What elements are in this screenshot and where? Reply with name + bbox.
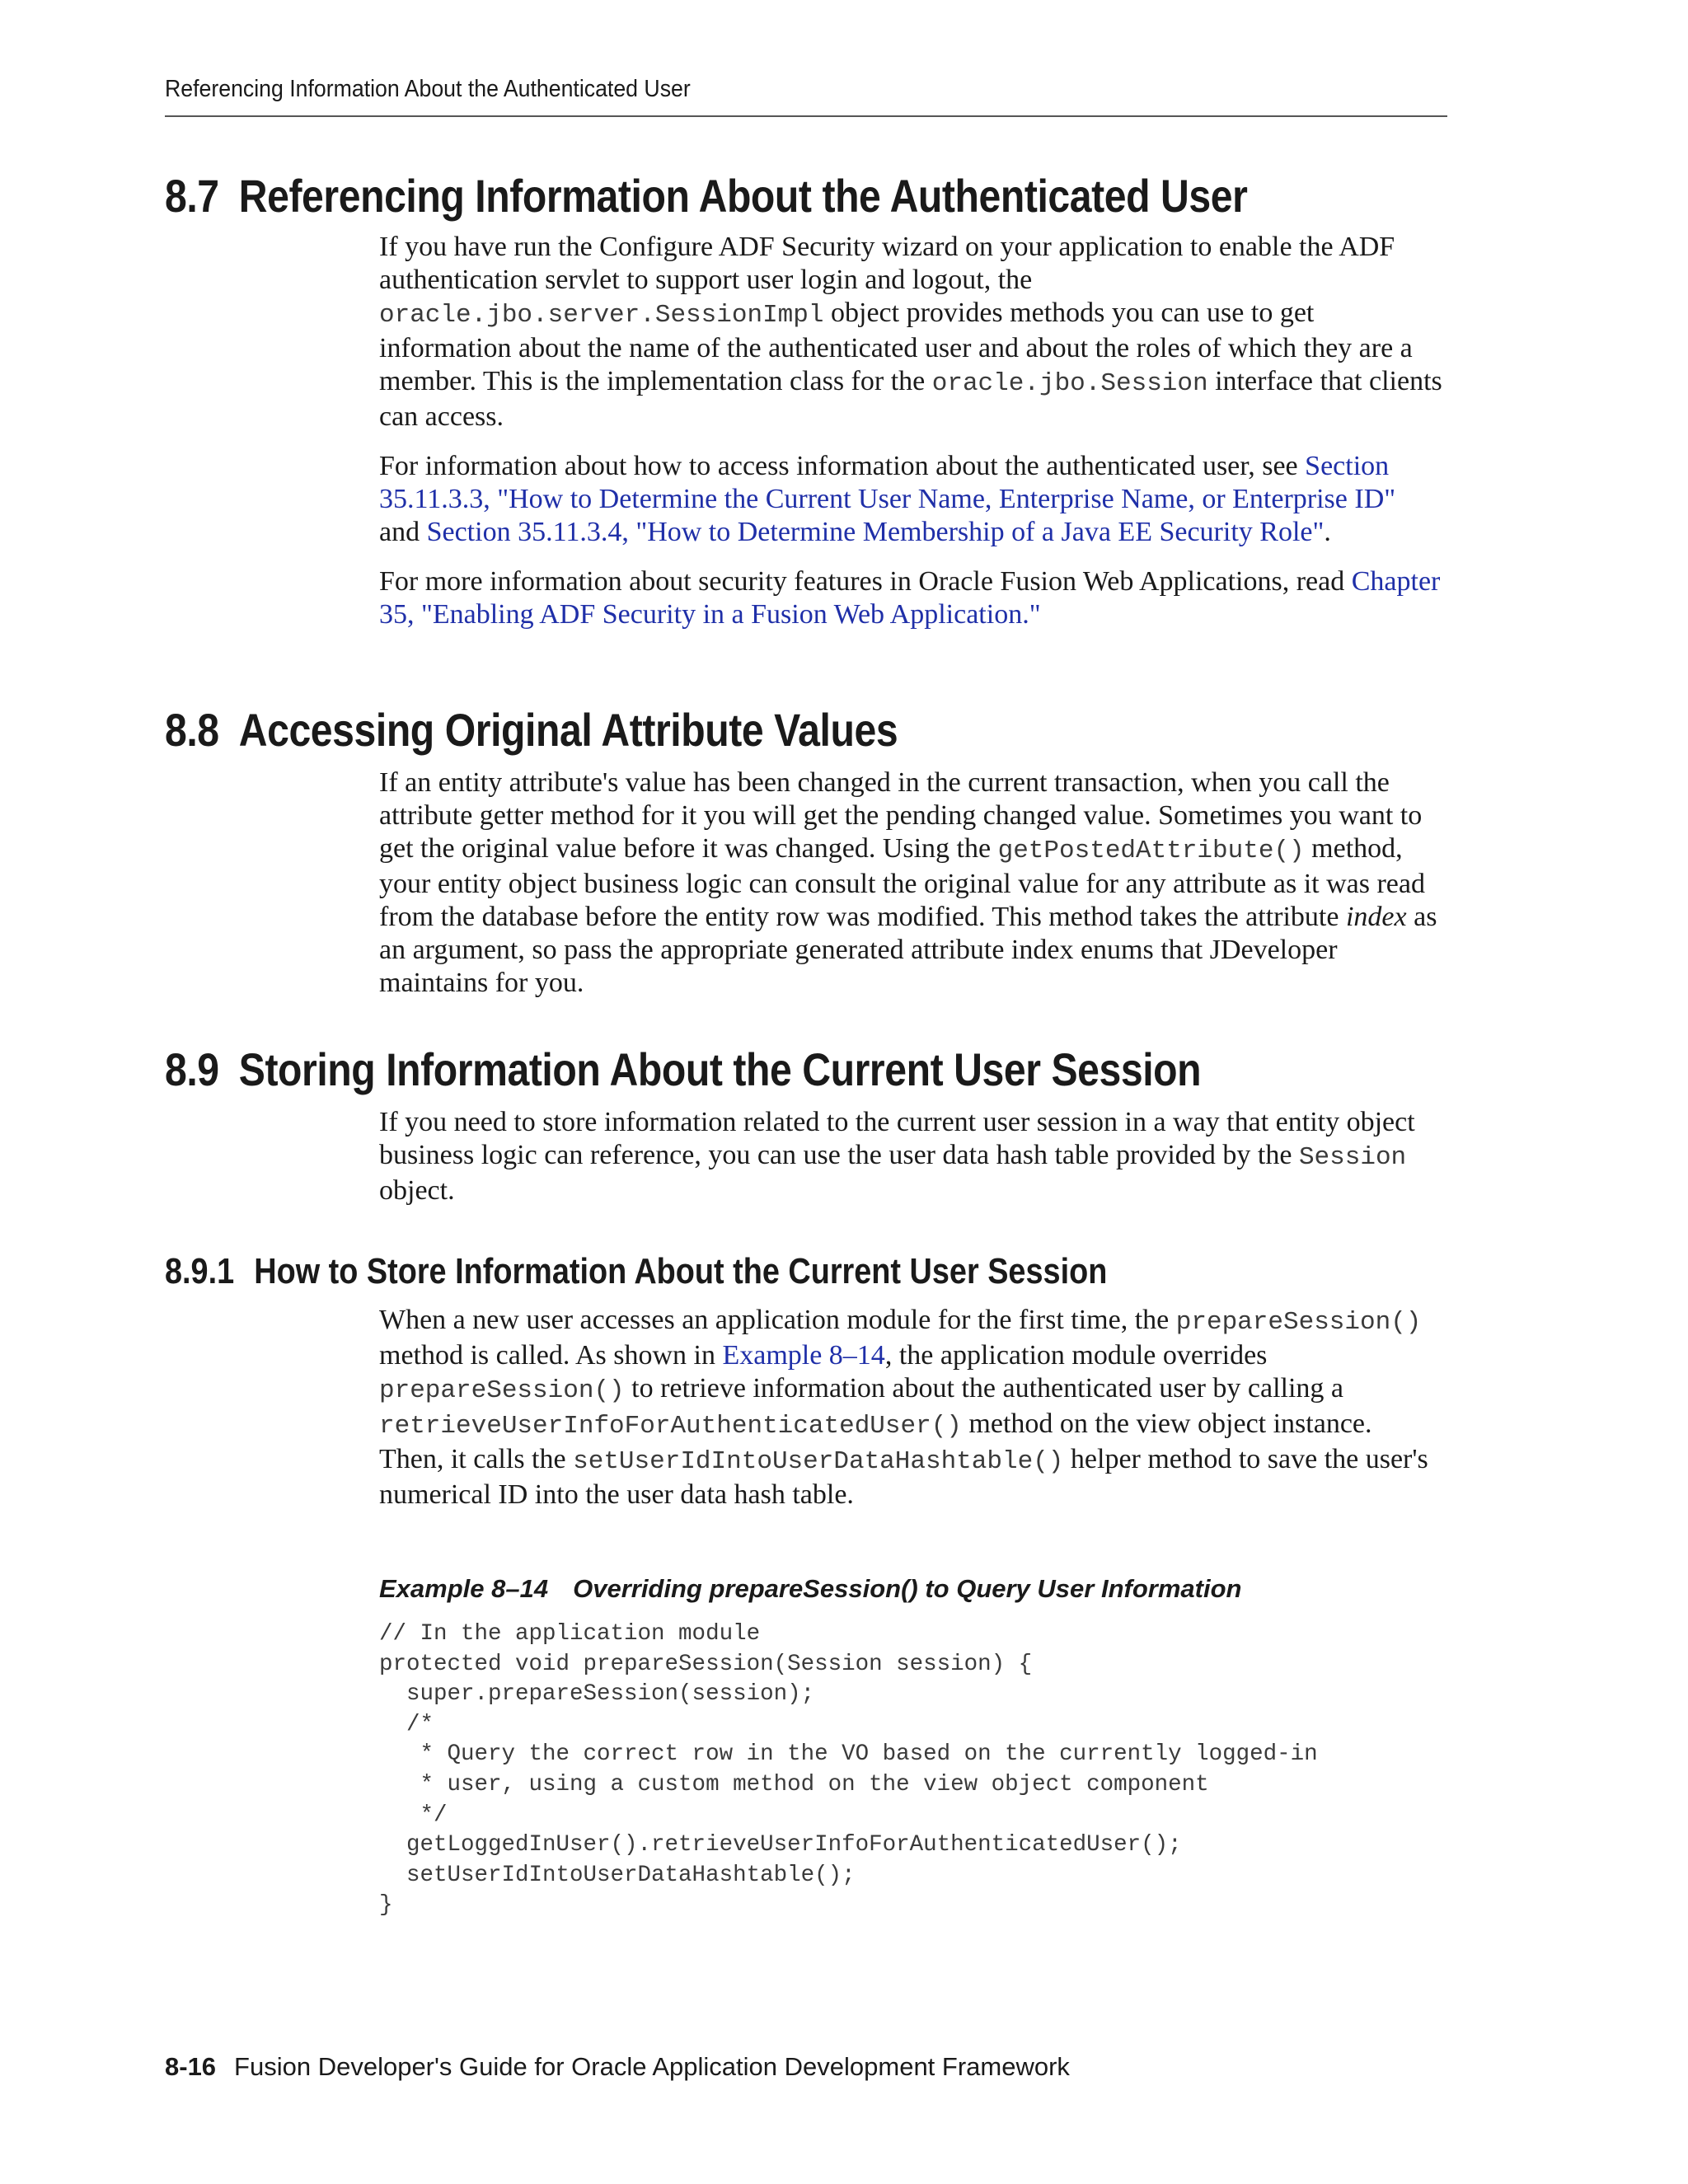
- section-number: 8.7: [165, 170, 219, 222]
- section-8-7-body: [379, 231, 1442, 648]
- running-header: Referencing Information About the Authenticated User: [165, 76, 691, 102]
- paragraph: [379, 231, 1442, 434]
- text: object.: [379, 1175, 455, 1206]
- text: For more information about security features in Oracle Fusion Web Applications, read: [379, 566, 1352, 597]
- text: interface that clients can access.: [379, 366, 1442, 432]
- code-listing: // In the application module protected void prepareSession(Session session) { super.prepareSession(session); /* * Query the correct row in the VO based on the currently logged-in * user, using a custom method on the view object component */ getLoggedInUser().retrieveUserInfoForAuthenticatedUser(); setUserIdIntoUserDataHashtable(); }: [379, 1621, 1318, 1919]
- section-heading-8-9: [165, 1043, 1201, 1096]
- text: .: [1324, 517, 1331, 547]
- text: helper method to save the user's numerical ID into the user data hash table.: [379, 1444, 1428, 1510]
- section-title: How to Store Information About the Current User Session: [254, 1251, 1108, 1291]
- text: method, your entity object business logic can consult the original value for any attribute as it was read from the database before the entity row was modified. This method takes the attribute: [379, 833, 1425, 932]
- header-rule: [165, 115, 1447, 117]
- paragraph: [379, 1304, 1442, 1511]
- example-title: Overriding prepareSession() to Query User Information: [573, 1574, 1242, 1603]
- text: When a new user accesses an application module for the first time, the: [379, 1305, 1176, 1335]
- paragraph: [379, 450, 1442, 549]
- link-section-35-11-3-4[interactable]: Section 35.11.3.4, "How to Determine Membership of a Java EE Security Role": [426, 517, 1325, 547]
- inline-code: oracle.jbo.Session: [931, 369, 1208, 398]
- inline-code: prepareSession(): [379, 1376, 625, 1405]
- subsection-heading-8-9-1: [165, 1251, 1107, 1292]
- link-chapter-35[interactable]: Chapter 35, "Enabling ADF Security in a Fusion Web Application.": [379, 566, 1441, 630]
- text: If an entity attribute's value has been changed in the current transaction, when you call the attribute getter method for it you will get the pending changed value. Sometimes you want to get the original value before it was changed. Using the: [379, 767, 1423, 864]
- section-8-8-body: [379, 766, 1442, 1016]
- text: to retrieve information about the authenticated user by calling a: [624, 1373, 1344, 1404]
- text: For information about how to access information about the authenticated user, see: [379, 451, 1306, 481]
- section-title: Storing Information About the Current User Session: [238, 1043, 1202, 1095]
- inline-code: retrieveUserInfoForAuthenticatedUser(): [379, 1412, 962, 1441]
- section-heading-8-7: [165, 169, 1247, 223]
- section-8-9-body: [379, 1106, 1442, 1224]
- text: method on the view object instance. Then, it calls the: [379, 1408, 1372, 1474]
- emphasis: index: [1345, 902, 1407, 932]
- link-section-35-11-3-3[interactable]: Section 35.11.3.3, "How to Determine the Current User Name, Enterprise Name, or Enterprise ID": [379, 451, 1396, 514]
- text: as an argument, so pass the appropriate generated attribute index enums that JDeveloper maintains for you.: [379, 902, 1437, 998]
- section-number: 8.9.1: [165, 1251, 235, 1291]
- book-title: Fusion Developer's Guide for Oracle Application Development Framework: [234, 2052, 1070, 2081]
- inline-code: getPostedAttribute(): [997, 837, 1305, 865]
- page-number: 8-16: [165, 2052, 217, 2081]
- section-8-9-1-body: [379, 1304, 1442, 1528]
- section-number: 8.9: [165, 1043, 219, 1095]
- paragraph: [379, 766, 1442, 1000]
- section-number: 8.8: [165, 704, 219, 756]
- text: and: [379, 517, 427, 547]
- text: object provides methods you can use to get information about the name of the authenticated user and about the roles of which they are a member. This is the implementation class for the: [379, 298, 1413, 396]
- section-title: Accessing Original Attribute Values: [238, 704, 898, 756]
- link-example-8-14[interactable]: Example 8–14: [722, 1340, 885, 1371]
- text: If you have run the Configure ADF Security wizard on your application to enable the ADF authentication servlet to support user login and logout, the: [379, 232, 1395, 295]
- example-caption: [379, 1574, 1241, 1604]
- text: method is called. As shown in: [379, 1340, 723, 1371]
- inline-code: setUserIdIntoUserDataHashtable(): [573, 1447, 1064, 1476]
- example-label: Example 8–14: [379, 1574, 549, 1603]
- section-heading-8-8: [165, 703, 898, 757]
- text: If you need to store information related to the current user session in a way that entity object business logic can reference, you can use the user data hash table provided by the: [379, 1107, 1415, 1170]
- paragraph: [379, 565, 1442, 631]
- page-footer: [165, 2052, 1070, 2082]
- inline-code: oracle.jbo.server.SessionImpl: [379, 301, 824, 330]
- section-title: Referencing Information About the Authenticated User: [238, 170, 1248, 222]
- inline-code: prepareSession(): [1175, 1308, 1422, 1337]
- paragraph: [379, 1106, 1442, 1207]
- text: , the application module overrides: [884, 1340, 1268, 1371]
- inline-code: Session: [1298, 1143, 1407, 1172]
